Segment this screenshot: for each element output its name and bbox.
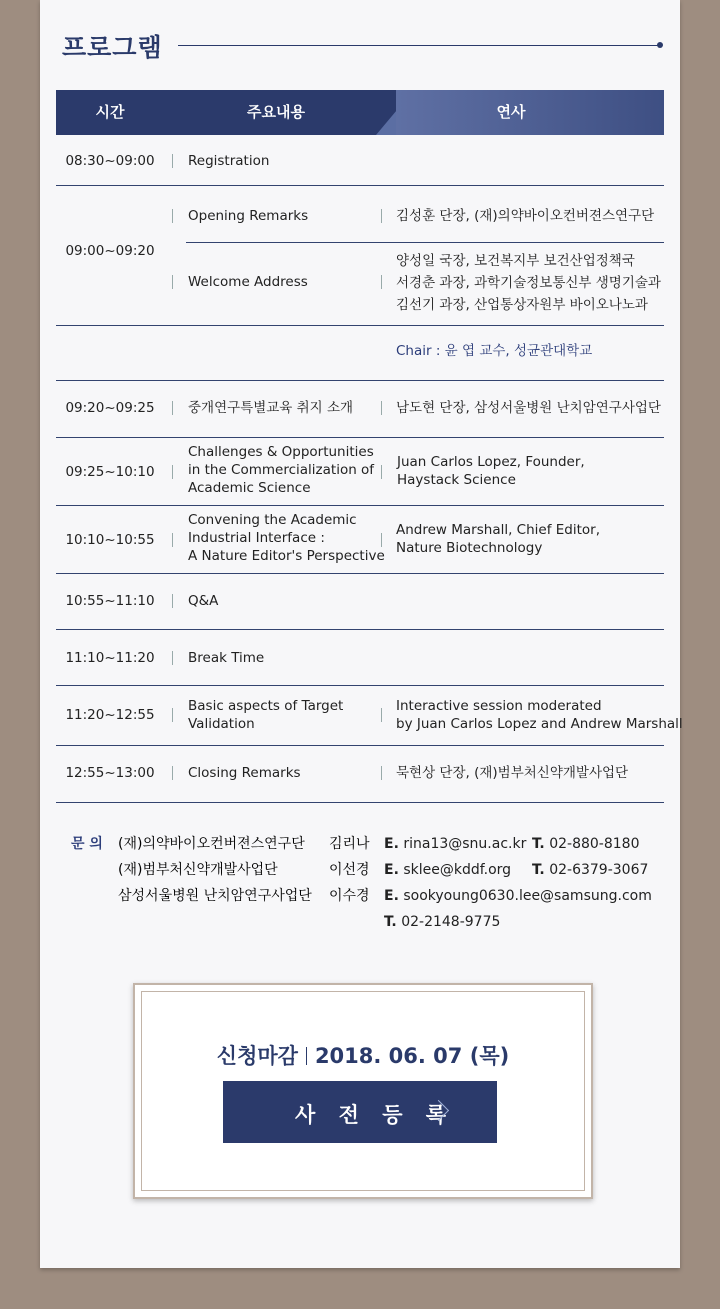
section-title: 프로그램 [62, 33, 163, 62]
title-divider [178, 45, 660, 46]
contact-email[interactable]: E. sookyoung0630.lee@samsung.com [384, 888, 652, 904]
row-speaker: 묵현상 단장, (재)범부처신약개발사업단 [396, 765, 629, 781]
row-time: 12:55~13:00 [65, 765, 155, 781]
contact-org: (재)범부처신약개발사업단 [118, 862, 278, 878]
row-speaker-line: Haystack Science [397, 472, 516, 488]
row-time: 11:10~11:20 [65, 650, 155, 666]
row-divider [186, 242, 664, 243]
row-content-line: Convening the Academic [188, 512, 357, 528]
row-content-line: A Nature Editor's Perspective [188, 548, 385, 564]
row-speaker-line: Juan Carlos Lopez, Founder, [397, 454, 585, 470]
row-content-line: Basic aspects of Target [188, 698, 344, 714]
pre-registration-button[interactable]: 사 전 등 록 [223, 1081, 497, 1143]
row-divider [56, 573, 664, 574]
contact-name: 이수경 [329, 888, 370, 904]
row-content: Break Time [188, 650, 265, 666]
row-divider [56, 185, 664, 186]
row-time: 10:10~10:55 [65, 532, 155, 548]
contact-email[interactable]: E. sklee@kddf.org [384, 862, 512, 878]
contact-tel: T. 02-880-8180 [532, 836, 640, 852]
row-divider [56, 325, 664, 326]
row-time: 11:20~12:55 [65, 707, 155, 723]
row-divider [56, 802, 664, 803]
header-speaker: 연사 [496, 103, 526, 121]
row-speaker-line: by Juan Carlos Lopez and Andrew Marshall [396, 716, 683, 732]
row-divider [56, 505, 664, 506]
row-time: 09:00~09:20 [65, 243, 155, 259]
row-speaker-line: 김선기 과장, 산업통상자원부 바이오나노과 [396, 297, 648, 313]
row-content: Registration [188, 153, 270, 169]
row-content-line: Industrial Interface : [188, 530, 325, 546]
row-speaker-line: Interactive session moderated [396, 698, 602, 714]
row-time: 08:30~09:00 [65, 153, 155, 169]
row-content-line: in the Commercialization of [188, 462, 375, 478]
row-content-line: Validation [188, 716, 255, 732]
row-divider [56, 745, 664, 746]
row-content-line: Challenges & Opportunities [188, 444, 374, 460]
row-content-line: Academic Science [188, 480, 311, 496]
chair-text: Chair : 윤 엽 교수, 성균관대학교 [396, 343, 593, 359]
contact-org: 삼성서울병원 난치암연구사업단 [118, 888, 312, 904]
title-divider-dot [657, 42, 663, 48]
row-divider [56, 380, 664, 381]
row-content: Welcome Address [188, 274, 308, 290]
row-divider [56, 437, 664, 438]
deadline-text: 신청마감 2018. 06. 07 (목) [216, 1044, 510, 1068]
row-content: Closing Remarks [188, 765, 301, 781]
contact-name: 이선경 [329, 862, 370, 878]
row-speaker-line: Nature Biotechnology [396, 540, 543, 556]
row-time: 09:20~09:25 [65, 400, 155, 416]
row-speaker-line: Andrew Marshall, Chief Editor, [396, 522, 600, 538]
row-divider [56, 685, 664, 686]
row-time: 10:55~11:10 [65, 593, 155, 609]
row-content: Q&A [188, 593, 219, 609]
row-content: 중개연구특별교육 취지 소개 [188, 400, 354, 416]
contact-tel: T. 02-2148-9775 [384, 914, 501, 930]
contact-tel: T. 02-6379-3067 [532, 862, 649, 878]
row-speaker: 김성훈 단장, (재)의약바이오컨버젼스연구단 [396, 208, 655, 224]
contact-org: (재)의약바이오컨버젼스연구단 [118, 836, 305, 852]
header-content: 주요내용 [247, 103, 305, 121]
header-time: 시간 [95, 103, 125, 121]
row-speaker: 남도현 단장, 삼성서울병원 난치암연구사업단 [396, 400, 661, 416]
row-speaker-line: 양성일 국장, 보건복지부 보건산업정책국 [396, 253, 635, 269]
row-divider [56, 629, 664, 630]
contact-email[interactable]: E. rina13@snu.ac.kr [384, 836, 527, 852]
contact-label: 문 의 [71, 836, 103, 852]
contact-name: 김리나 [329, 836, 370, 852]
row-speaker-line: 서경춘 과장, 과학기술정보통신부 생명기술과 [396, 275, 661, 291]
row-time: 09:25~10:10 [65, 464, 155, 480]
row-content: Opening Remarks [188, 208, 309, 224]
table-header [56, 90, 664, 135]
